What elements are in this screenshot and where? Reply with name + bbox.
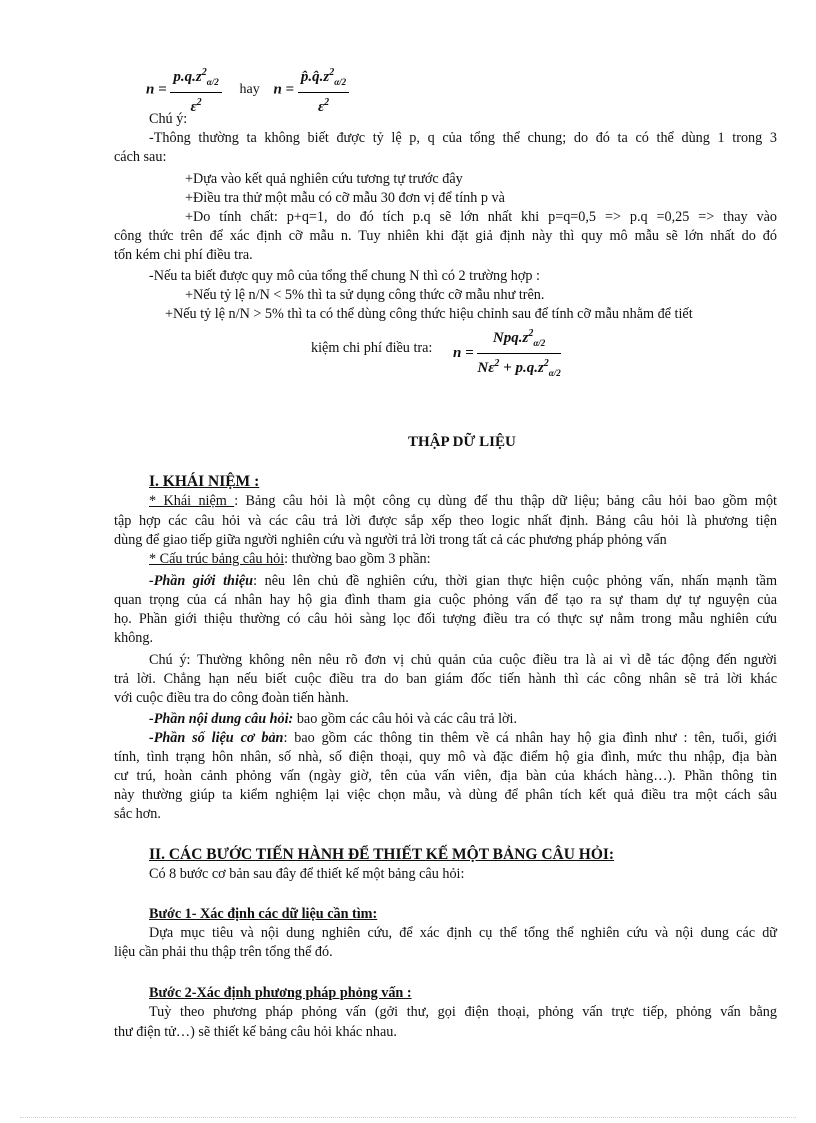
paragraph-line: -Thông thường ta không biết được tỷ lệ p, q của tổng thể chung; do đó ta có thể dùng 1 trong 3	[149, 130, 777, 146]
formula-fraction-corrected: $\frac{Npq.z^2_{\alpha/2}}{N\varepsilon^2 + p.q.z^2_{\alpha/2}}$	[477, 324, 560, 383]
paragraph-line: * Cấu trúc bảng câu hỏi: thường bao gồm 3 phần:	[149, 551, 431, 567]
paragraph-line: tốn kém chi phí điều tra.	[114, 247, 253, 263]
paragraph-line: với cuộc điều tra do công đoàn tiến hành.	[114, 690, 349, 706]
heading-khai-niem: I. KHÁI NIỆM :	[149, 473, 260, 490]
step-2-title: Bước 2-Xác định phương pháp phỏng vấn :	[149, 985, 412, 1001]
bullet-item: +Do tính chất: p+q=1, do đó tích p.q sẽ lớn nhất khi p=q=0,5 => p.q =0,25 => thay vào	[185, 209, 777, 225]
paragraph-line: tính, tình trạng hôn nhân, số nhà, số điện thoại, quy mô và đặc điểm hộ gia đình, mức thu nhập, địa bàn	[114, 749, 777, 765]
paragraph-line: * Khái niệm : Bảng câu hỏi là một công cụ dùng để thu thập dữ liệu; bảng câu hỏi bao gồm một	[149, 493, 777, 509]
paragraph-line: họ. Phần giới thiệu thường có câu hỏi sàng lọc đối tượng điều tra có thực sự nằm trong mẫu nghiên cứu	[114, 611, 777, 627]
page-bottom-divider	[20, 1117, 796, 1118]
note-label: Chú ý:	[149, 111, 188, 127]
paragraph-line: cư trú, hoàn cảnh phỏng vấn (ngày giờ, tên của vấn viên, địa bàn của khách hàng…). Phần thông tin	[114, 768, 777, 784]
case-item: +Nếu tỷ lệ n/N > 5% thì ta có thể dùng công thức hiệu chỉnh sau để tính cỡ mẫu nhằm để tiết	[165, 306, 693, 322]
section-title: THẬP DỮ LIỆU	[408, 434, 516, 450]
paragraph-line: thư điện tử…) sẽ thiết kế bảng câu hỏi khác nhau.	[114, 1024, 397, 1040]
formula-fraction-1: $\frac{p.q.z^2_{\alpha/2}}{\varepsilon^2}$	[170, 63, 221, 117]
step-1-title: Bước 1- Xác định các dữ liệu cần tìm:	[149, 906, 378, 922]
paragraph-line: không.	[114, 630, 154, 646]
formula-lhs: n	[146, 81, 155, 98]
paragraph-line: quan trọng của cá nhân hay hộ gia đình tham gia cuộc phỏng vấn để tạo ra sự tham dự tự nguyện của	[114, 592, 777, 608]
paragraph-line: Chú ý: Thường không nên nêu rõ đơn vị chủ quản của cuộc điều tra là ai vì dễ tác động đến người	[149, 652, 777, 668]
paragraph-line: Tuỳ theo phương pháp phỏng vấn (gởi thư, gọi điện thoại, phỏng vấn trực tiếp, phỏng vấn bằng	[149, 1004, 777, 1020]
paragraph-line: trả lời. Chẳng hạn nếu biết cuộc điều tra do ban giám đốc tiến hành thì các công nhân sẽ trả lời khác	[114, 671, 777, 687]
paragraph-line: Có 8 bước cơ bản sau đây để thiết kế một bảng câu hỏi:	[149, 866, 465, 882]
corrected-sample-size-formula: n = $\frac{Npq.z^2_{\alpha/2}}{N\varepsilon^2 + p.q.z^2_{\alpha/2}}$	[453, 324, 561, 383]
paragraph-line: công thức trên để xác định cỡ mẫu n. Tuy nhiên khi đặt giả định này thì quy mô mẫu sẽ lớn nhất do đó	[114, 228, 777, 244]
bullet-item: +Điều tra thử một mẫu có cỡ mẫu 30 đơn vị để tính p và	[185, 190, 505, 206]
paragraph-line: kiệm chi phí điều tra:	[311, 340, 433, 356]
paragraph-line: cách sau:	[114, 149, 167, 165]
paragraph-line: Dựa mục tiêu và nội dung nghiên cứu, để xác định cụ thể tổng thể nghiên cứu và nội dung các dữ	[149, 925, 777, 941]
paragraph-line: tập hợp các câu hỏi và các câu trả lời được sắp xếp theo logic nhất định. Bảng câu hỏi là phương tiện	[114, 513, 777, 529]
paragraph-line: sắc hơn.	[114, 806, 161, 822]
sample-size-formula: n = $\frac{p.q.z^2_{\alpha/2}}{\varepsilon^2}$ hay n = $\frac{p̂.q̂.z^2_{\alpha/2}}{\varepsilon^2}$	[146, 63, 349, 117]
bullet-item: +Dựa vào kết quả nghiên cứu tương tự trước đây	[185, 171, 463, 187]
paragraph-line: -Phần số liệu cơ bản: bao gồm các thông tin thêm về cá nhân hay hộ gia đình như : tên, tuổi, giới	[149, 730, 777, 746]
heading-cac-buoc: II. CÁC BƯỚC TIẾN HÀNH ĐỂ THIẾT KẾ MỘT BẢNG CÂU HỎI:	[149, 846, 615, 863]
case-item: +Nếu tỷ lệ n/N < 5% thì ta sử dụng công thức cỡ mẫu như trên.	[185, 287, 545, 303]
paragraph-line: liệu cần phải thu thập trên tổng thể đó.	[114, 944, 333, 960]
formula-connector: hay	[239, 82, 260, 98]
paragraph-line: -Phần nội dung câu hỏi: bao gồm các câu hỏi và các câu trả lời.	[149, 711, 518, 727]
paragraph-line: dùng để giao tiếp giữa người nghiên cứu và người trả lời trong tất cả các phương pháp phỏng vấn	[114, 532, 667, 548]
formula-fraction-2: $\frac{p̂.q̂.z^2_{\alpha/2}}{\varepsilon^2}$	[298, 63, 349, 117]
paragraph-line: -Nếu ta biết được quy mô của tổng thể chung N thì có 2 trường hợp :	[149, 268, 540, 284]
paragraph-line: -Phần giới thiệu: nêu lên chủ đề nghiên cứu, thời gian thực hiện cuộc phỏng vấn, nhấn mạnh tầm	[149, 573, 777, 589]
paragraph-line: này thường giúp ta kiểm nghiệm lại việc chọn mẫu, và dùng để phân tích kết quả điều tra một cách sâu	[114, 787, 777, 803]
